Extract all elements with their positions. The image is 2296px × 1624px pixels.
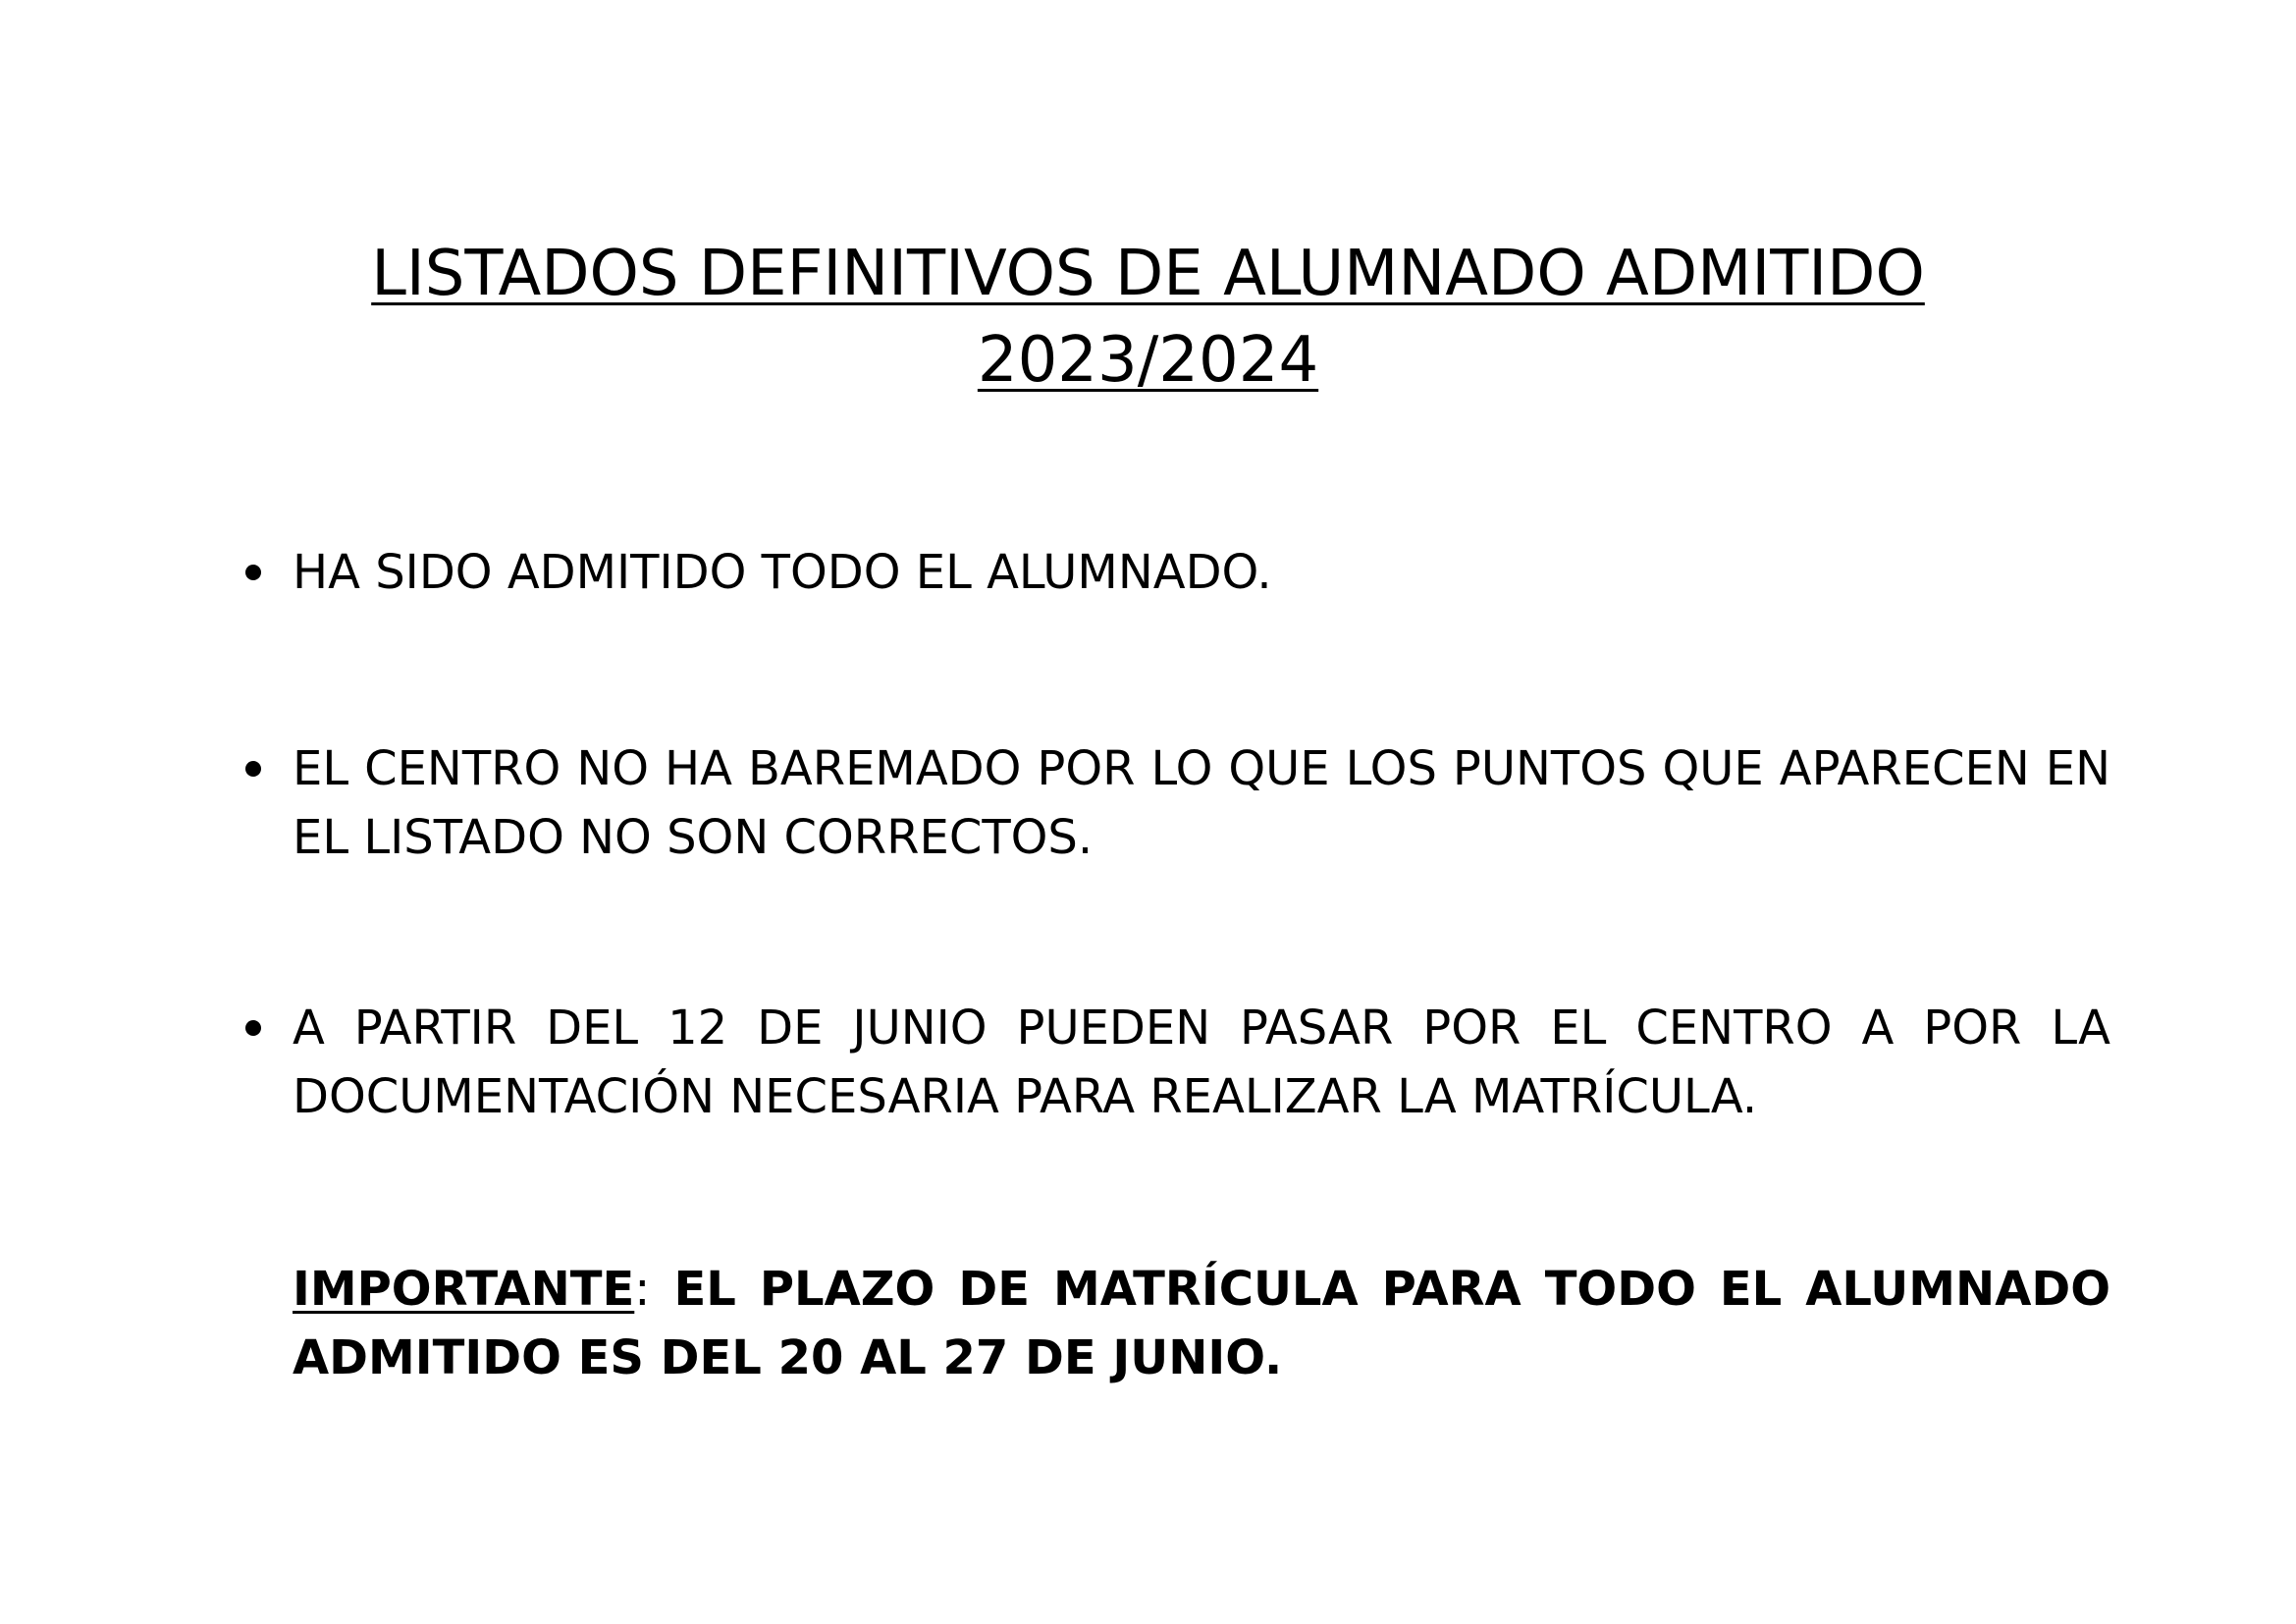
bullet-icon xyxy=(245,565,261,580)
bullet-icon xyxy=(245,1020,261,1036)
page-title xyxy=(0,231,2296,404)
important-label: IMPORTANTE xyxy=(293,1262,635,1317)
list-item-text: HA SIDO ADMITIDO TODO EL ALUMNADO. xyxy=(293,545,1272,600)
list-item-text: A PARTIR DEL 12 DE JUNIO PUEDEN PASAR POR EL CENTRO A POR LA DOCUMENTACIÓN NECESARIA PARA REALIZAR LA MATRÍCULA. xyxy=(293,1001,2110,1124)
important-text: EL PLAZO DE MATRÍCULA PARA TODO EL ALUMNADO ADMITIDO ES DEL 20 AL 27 DE JUNIO. xyxy=(293,1262,2110,1385)
list-item-text: EL CENTRO NO HA BAREMADO POR LO QUE LOS PUNTOS QUE APARECEN EN EL LISTADO NO SON CORRECTOS. xyxy=(293,741,2110,865)
title-line-1: LISTADOS DEFINITIVOS DE ALUMNADO ADMITIDO xyxy=(371,238,1925,310)
important-colon: : xyxy=(634,1262,651,1317)
title-line-2: 2023/2024 xyxy=(977,324,1319,397)
important-notice xyxy=(293,1255,2110,1392)
bullet-icon xyxy=(245,761,261,777)
